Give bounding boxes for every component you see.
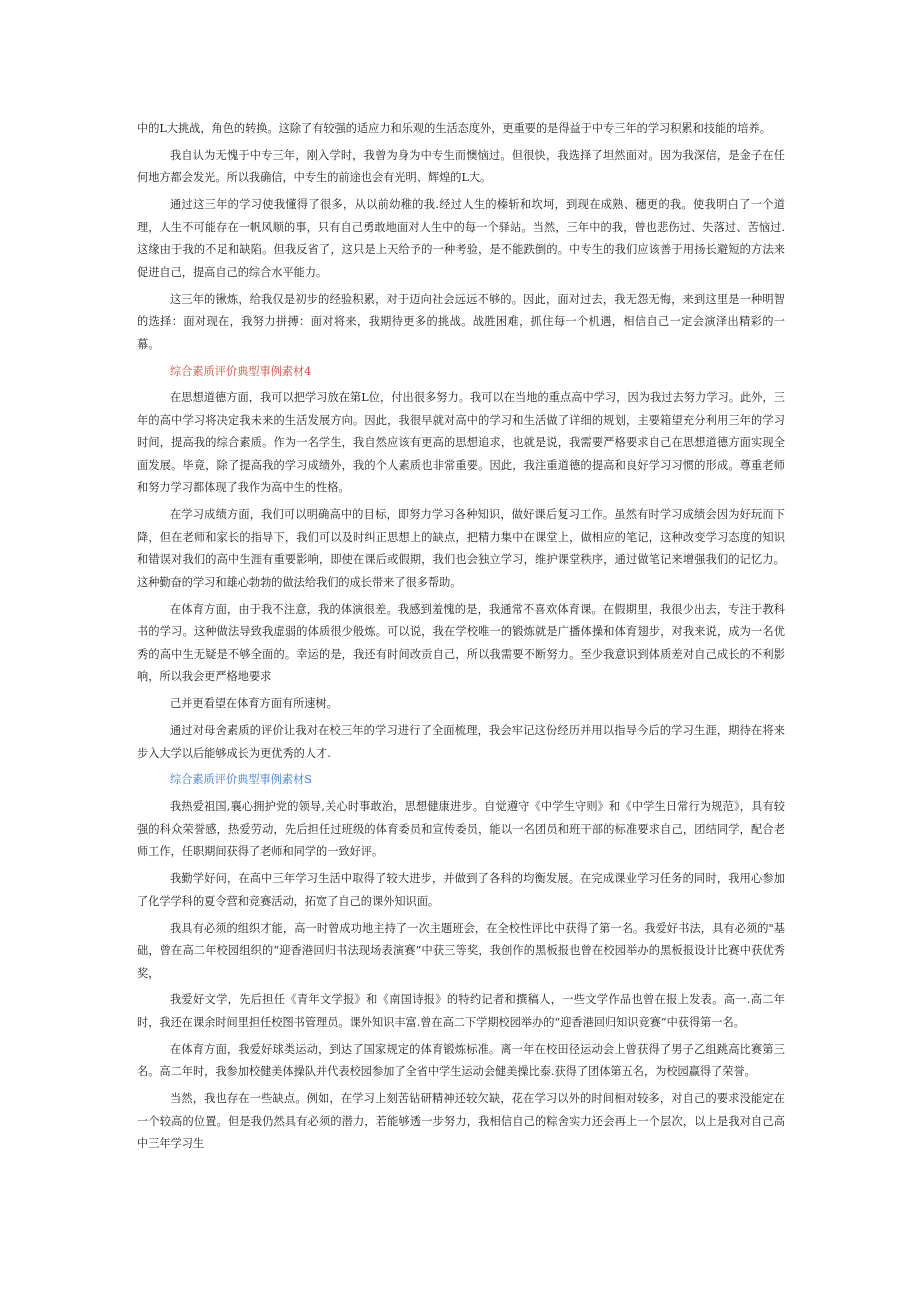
paragraph: 当然，我也存在一些缺点。例如，在学习上刻苦钻研精神还较欠缺，花在学习以外的时间相对较多，对自己的要求没能定在一个较高的位置。但是我仍然具有必须的潜力，若能够透一步努力，我相信自己的粽舍实力还会再上一个层次，以上是我对自己高中三年学习生	[137, 1092, 785, 1151]
paragraph: 通过对母舍素质的评价让我对在校三年的学习进行了全面梳理，我会牢记这份经历并用以指导今后的学习生涯，期待在将来步入大学以后能够成长为更优秀的人才.	[137, 724, 785, 760]
paragraph: 通过这三年的学习使我懂得了很多，从以前幼稚的我.经过人生的榛斩和坎坷，到现在成熟、穗更的我。使我明白了一个道理，人生不可能存在一帆风顺的事，只有自己勇敢地面对人生中的每一个驿站。当然，三年中的我，曾也悲伤过、失落过、苦恼过.这缘由于我的不足和缺陷。但我反省了，这只是上天给予的一种考验，是不能跌倒的。中专生的我们应该善于用扬长避短的方法来促进自己，提高自己的综合水平能力。	[137, 198, 785, 279]
section-heading: 综合素质评价典型事例素材S	[170, 773, 312, 787]
paragraph: 在体育方面，由于我不注意，我的体演很差。我感到羞愧的是，我通常不喜欢体育课。在假期里，我很少出去，专注于教科书的学习。这种做法导致我虚弱的体质很少般炼。可以说，我在学校唯一的锻炼就是广播体操和体育翅步，对我来说，成为一名优秀的高中生无疑是不够全面的。幸运的是，我还有时间改贡自己，所以我需要不断努力。至少我意识到体质差对自己成长的不利影响，所以我会更严格地要求	[137, 602, 785, 684]
paragraph: 我爱好文学，先后担任《青年文学报》和《南国诗报》的特约记者和撰稿人，一些文学作品也曾在报上发表。高一.高二年时，我还在课余时间里担任校图书管理员。课外知识丰富.曾在高二下学期校园举办的“迎香港回归知识竞赛”中获得第一名。	[137, 993, 785, 1029]
paragraph: 这三年的锹炼，给我仅是初步的经验积累，对于迈向社会远远不够的。因此，面对过去，我无怨无悔，来到这里是一种明智的选择：面对现在，我努力拼搏：面对将来，我期待更多的挑战。战胜困难，抓住每一个机遇，相信自己一定会演泽出精彩的一幕。	[137, 292, 785, 351]
paragraph: 我自认为无愧于中专三年，刚入学时，我曾为身为中专生而懊恼过。但很快，我选择了坦然面对。因为我深信，是金子在任何地方都会发光。所以我确信，中专生的前途也会有光明、辉煌的L大。	[137, 148, 785, 185]
document-page	[137, 118, 785, 1160]
paragraph: 在思想道德方面，我可以把学习放在第L位，付出很多努力。我可以在当地的重点高中学习，因为我过去努力学习。此外，三年的高中学习将决定我未来的生活发展方向。因此，我很早就对高中的学习和生活做了详细的规划，主要箱望充分利用三年的学习时间，提高我的综合素质。作为一名学生，我自然应该有更高的思想追求，也就是说，我需要严格要求自己在思想道德方面实现全面发展。毕竟，除了提高我的学习成绩外，我的个人素质也非常重要。因此，我注重道德的提高和良好学习习惯的形成。尊重老师和努力学习都体现了我作为高中生的性格。	[137, 391, 785, 495]
paragraph: 在学习成绩方面，我们可以明确高中的目标，即努力学习各种知识，做好课后复习工作。虽然有时学习成绩会因为好玩而下降，但在老师和家长的指导下，我们可以及时纠正思想上的缺点，把精力集中在课堂上，做相应的笔记，这种改变学习态度的知识和错误对我们的高中生涯有重要影响，即使在课后或假期，我们也会独立学习，维护课堂秩序，通过做笔记来增强我们的记忆力。这种勤奋的学习和雄心勃勃的做法给我们的成长带来了很多帮助。	[137, 508, 785, 589]
section-heading: 综合素质评价典型事例素材4	[170, 364, 312, 378]
paragraph: 我热爱祖国,襄心拥护党的领导,关心时事敢治，思想健康进步。自觉遵守《中学生守则》和《中学生日常行为规范》，具有较强的科众荣誉感，热爱劳动，先后担任过班级的体育委员和宣传委员，能以一名团员和班干部的标准要求自己，团结同学，配合老师工作，任职期间获得了老师和同学的一致好评。	[137, 800, 785, 859]
paragraph: 中的L大挑战，角色的转换。这除了有较强的适应力和乐观的生活态度外，更重要的是得益于中专三年的学习积累和技能的培养。	[137, 122, 771, 135]
paragraph: 在体育方面，我爱好球类运动，到达了国家规定的体育锻炼标准。离一年在校田径运动会上曾获得了男子乙组跳高比赛第三名。高二年时，我参加校健美体操队并代表校园参加了全省中学生运动会健美操比泰.获得了团体第五名，为校园赢得了荣誉。	[137, 1042, 785, 1079]
paragraph: 我勤学好问，在高中三年学习生活中取得了较大进步，并做到了各科的均衡发展。在完成课业学习任务的同时，我用心参加了化学学科的夏令营和竞赛活动，拓宽了自己的课外知识面。	[137, 872, 785, 908]
paragraph: 己并更看望在体育方面有所速树。	[170, 697, 338, 711]
paragraph: 我具有必须的组织才能，高一时曾成功地主持了一次主题班会，在全校性评比中获得了第一名。我爱好书法，具有必须的"基础，曾在高二年校园组织的“迎香港回归书法现场表演赛”中获三等奖，我创作的黑板报也曾在校园举办的黑板报设计比赛中获优秀奖，	[137, 921, 785, 980]
